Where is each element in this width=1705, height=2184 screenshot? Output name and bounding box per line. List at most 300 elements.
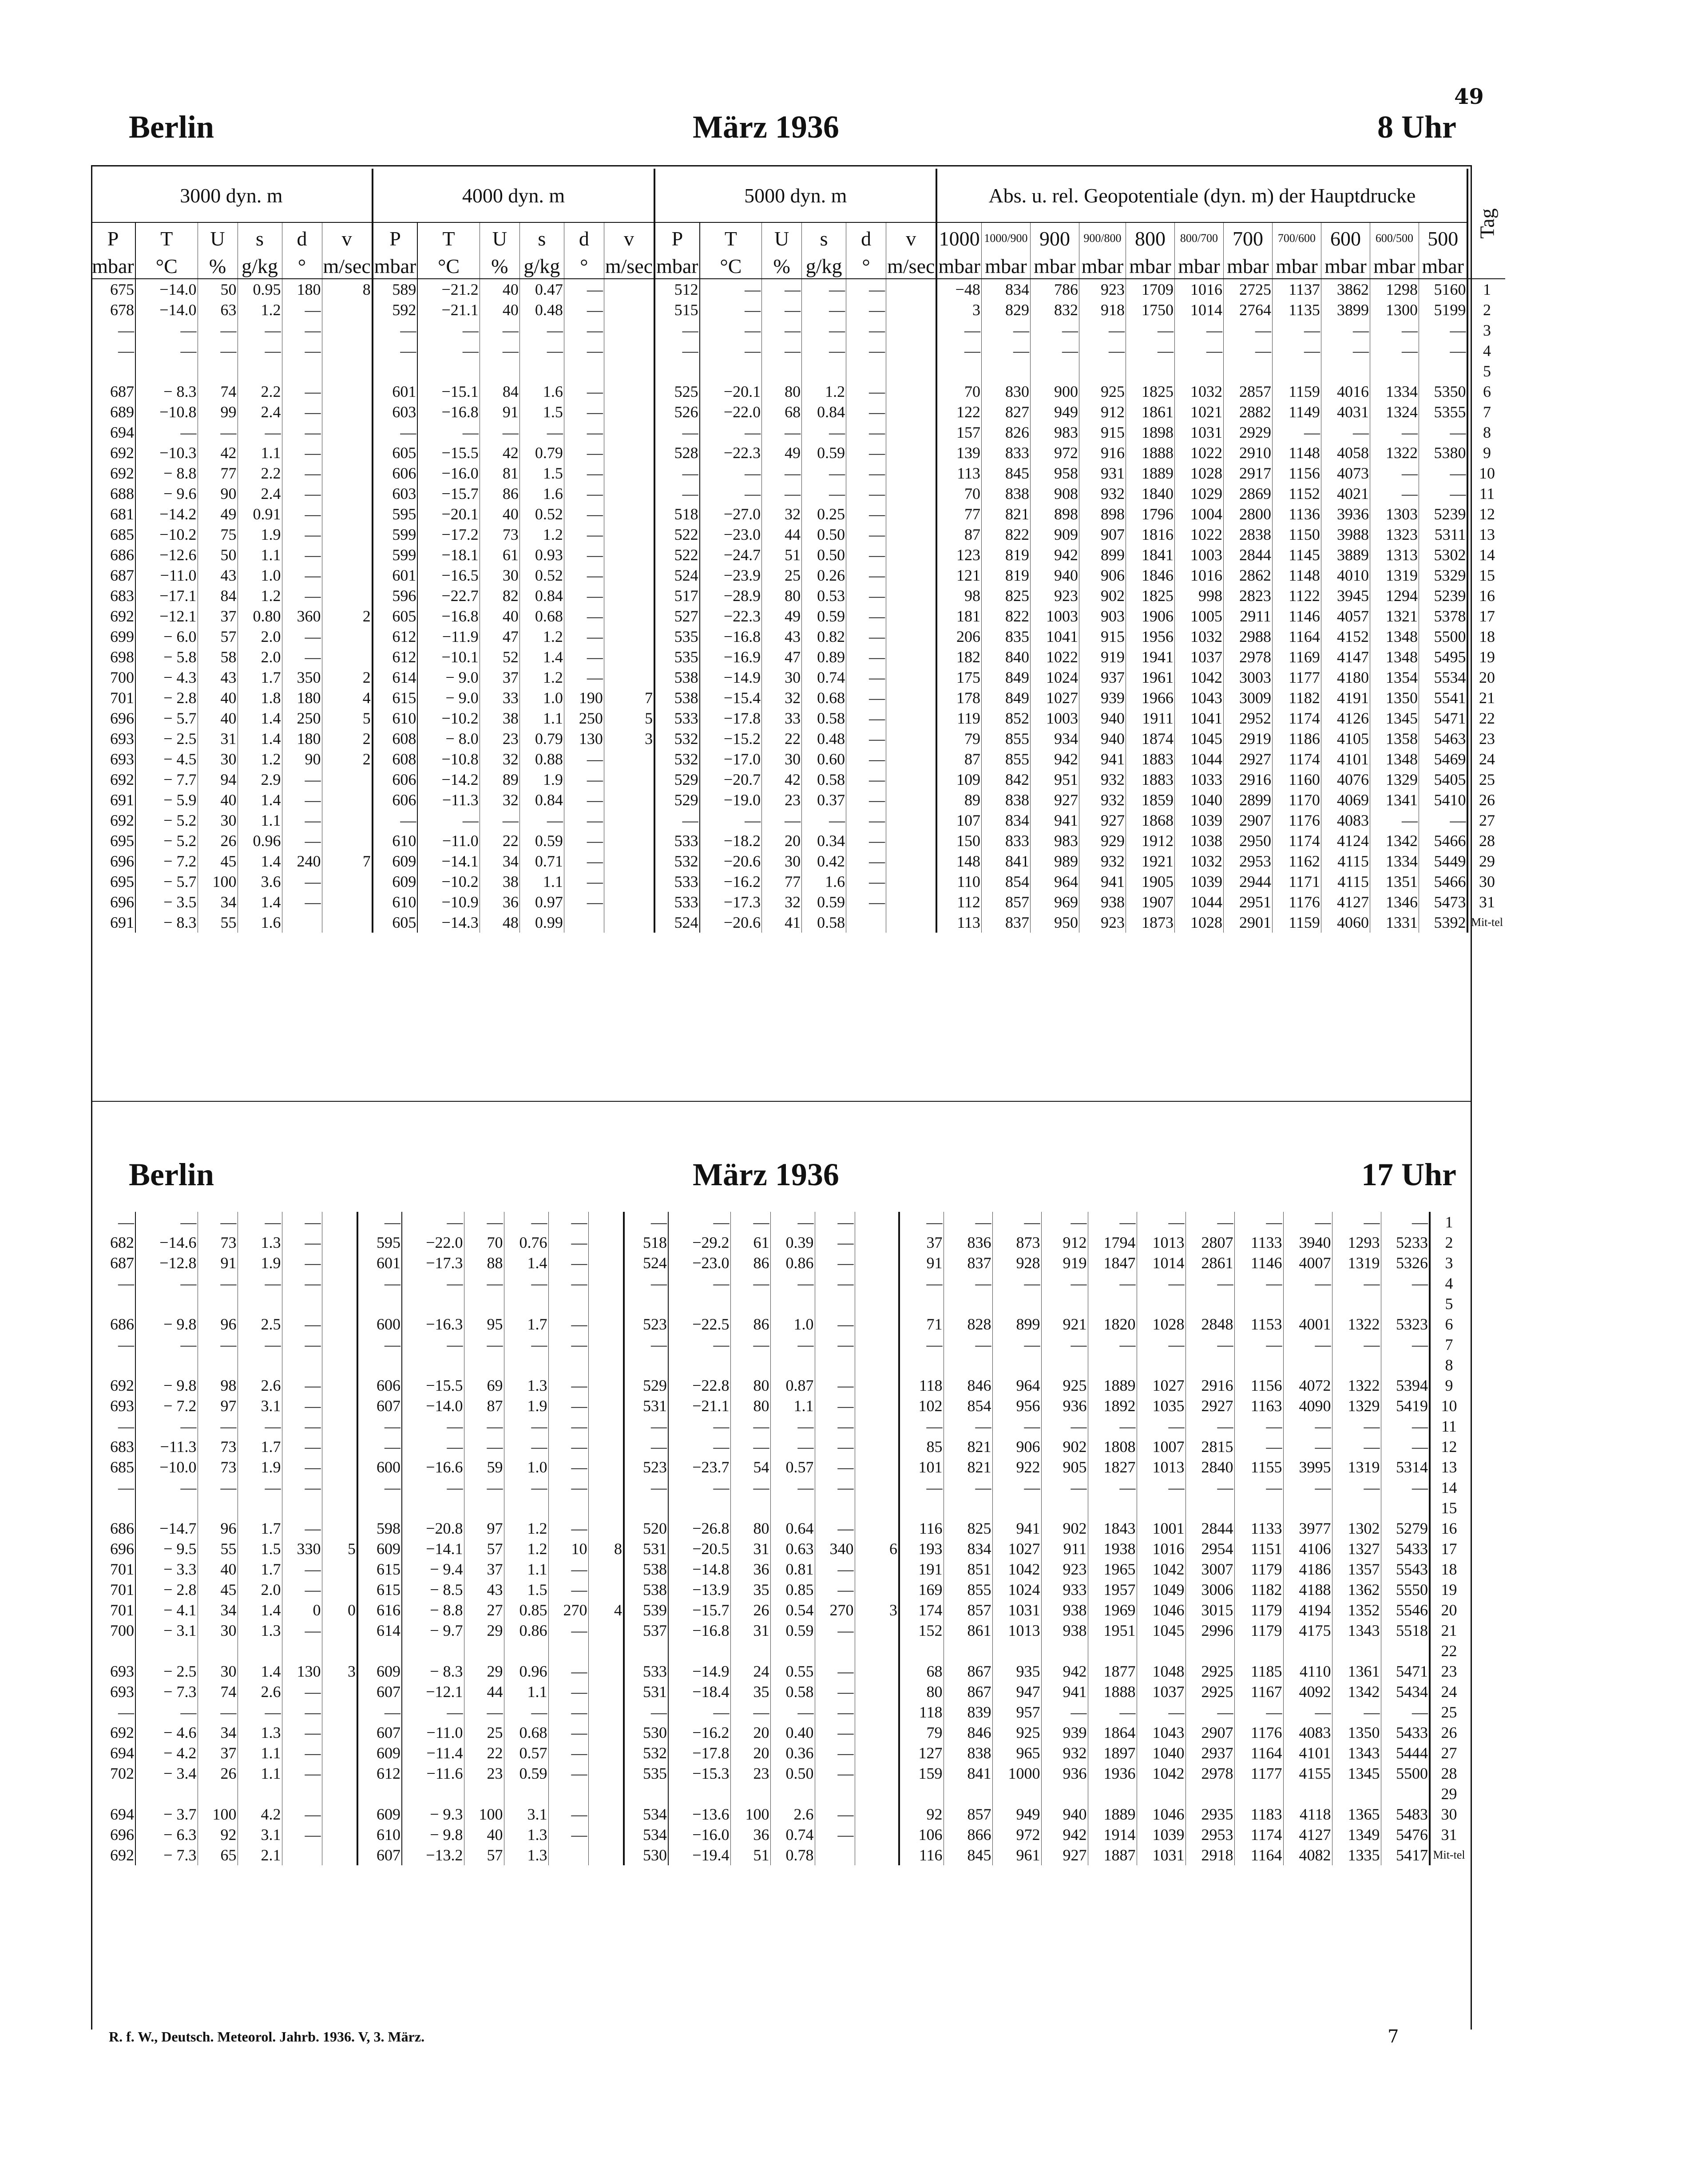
table-cell: − 7.3 xyxy=(135,1845,198,1865)
table-cell: 906 xyxy=(1079,565,1126,586)
table-cell: 1033 xyxy=(1174,769,1223,790)
table-cell xyxy=(1186,1641,1234,1661)
unit-header: ° xyxy=(846,254,886,279)
table-cell: 31 xyxy=(730,1539,770,1559)
table-cell: — xyxy=(1283,1273,1332,1294)
table-cell: — xyxy=(238,1212,282,1232)
table-cell: — xyxy=(282,1682,322,1702)
day-cell: 31 xyxy=(1441,1826,1457,1844)
table-cell: −10.1 xyxy=(417,647,480,667)
table-cell: — xyxy=(402,1702,464,1722)
table-cell xyxy=(564,912,604,933)
table-cell: 80 xyxy=(762,381,802,402)
table-cell xyxy=(322,790,373,810)
table-cell: 0.76 xyxy=(504,1232,548,1253)
table-cell: 0.54 xyxy=(770,1600,815,1620)
table-cell: — xyxy=(1234,1416,1283,1436)
table-cell: 1796 xyxy=(1126,504,1174,524)
table-cell: 1159 xyxy=(1272,912,1321,933)
table-cell xyxy=(855,1579,899,1600)
table-row xyxy=(91,1661,1467,1682)
table-cell: 2.6 xyxy=(238,1682,282,1702)
table-cell: 535 xyxy=(654,626,700,647)
table-cell: 35 xyxy=(730,1579,770,1600)
day-cell: 23 xyxy=(1441,1662,1457,1680)
column-header-row xyxy=(91,222,1505,254)
table-cell: 3.1 xyxy=(238,1824,282,1845)
table-cell: — xyxy=(402,1477,464,1498)
table-cell xyxy=(1186,1498,1234,1518)
table-cell xyxy=(992,1355,1041,1375)
table-cell: 530 xyxy=(624,1722,668,1743)
table-cell: — xyxy=(815,1518,855,1539)
table-cell: 939 xyxy=(1041,1722,1088,1743)
table-cell: 1032 xyxy=(1174,626,1223,647)
table-cell xyxy=(588,1641,624,1661)
table-cell: — xyxy=(373,320,418,340)
table-cell: − 3.3 xyxy=(135,1559,198,1579)
table-cell: 1186 xyxy=(1272,728,1321,749)
table-cell: 922 xyxy=(992,1457,1041,1477)
day-cell: 30 xyxy=(1441,1805,1457,1823)
table-cell: 524 xyxy=(654,912,700,933)
table-cell xyxy=(322,810,373,831)
table-cell xyxy=(322,320,373,340)
table-cell: — xyxy=(730,1273,770,1294)
column-header: s xyxy=(238,222,282,254)
table-cell: 855 xyxy=(981,728,1030,749)
table-cell xyxy=(855,1804,899,1824)
table-cell: — xyxy=(846,565,886,586)
table-cell: — xyxy=(668,1334,730,1355)
table-cell: 1889 xyxy=(1088,1375,1137,1396)
table-cell: 1820 xyxy=(1088,1314,1137,1334)
table-cell: — xyxy=(282,340,322,361)
table-cell: −22.3 xyxy=(700,606,762,626)
table-cell: — xyxy=(282,1702,322,1722)
table-cell: 538 xyxy=(654,667,700,688)
table-cell: 1.0 xyxy=(504,1457,548,1477)
table-cell: 951 xyxy=(1030,769,1079,790)
table-cell: 42 xyxy=(198,443,238,463)
table-cell: 4175 xyxy=(1283,1620,1332,1641)
table-cell: −16.8 xyxy=(668,1620,730,1641)
column-header: 900 xyxy=(1030,222,1079,254)
table-cell: 1146 xyxy=(1234,1253,1283,1273)
table-cell: 1182 xyxy=(1272,688,1321,708)
table-cell: 49 xyxy=(762,443,802,463)
table-cell: 73 xyxy=(198,1457,238,1477)
table-cell xyxy=(604,320,654,340)
table-cell: 1334 xyxy=(1370,381,1419,402)
table-cell: 4155 xyxy=(1283,1763,1332,1784)
table-cell: 2951 xyxy=(1223,892,1272,912)
table-cell: 941 xyxy=(1079,871,1126,892)
day-cell: 14 xyxy=(1441,1479,1457,1496)
table-cell: 1.2 xyxy=(802,381,846,402)
table-cell: 1.1 xyxy=(504,1682,548,1702)
table-row xyxy=(91,279,1505,300)
table-cell xyxy=(1321,361,1370,381)
table-cell: 1.2 xyxy=(504,1539,548,1559)
table-cell: — xyxy=(1079,320,1126,340)
table-cell: − 5.7 xyxy=(135,708,198,728)
table-cell: — xyxy=(548,1579,588,1600)
table-cell xyxy=(1234,1641,1283,1661)
table-cell: 606 xyxy=(373,790,418,810)
table-cell xyxy=(604,912,654,933)
table-cell: 2917 xyxy=(1223,463,1272,483)
table-cell: − 8.8 xyxy=(402,1600,464,1620)
table-cell: — xyxy=(730,1436,770,1457)
table-cell: 97 xyxy=(464,1518,504,1539)
table-cell: 5466 xyxy=(1419,871,1467,892)
table-cell: −10.3 xyxy=(135,443,198,463)
table-cell: 1.7 xyxy=(238,667,282,688)
table-cell: 152 xyxy=(899,1620,944,1641)
table-cell: — xyxy=(815,1722,855,1743)
table-cell: — xyxy=(1041,1702,1088,1722)
table-cell: 1341 xyxy=(1370,790,1419,810)
table-cell: — xyxy=(464,1273,504,1294)
table-cell: 92 xyxy=(198,1824,238,1845)
table-cell: — xyxy=(1137,1416,1186,1436)
table-cell: 0.58 xyxy=(802,912,846,933)
table-cell: 1.6 xyxy=(238,912,282,933)
table-cell: 1179 xyxy=(1234,1600,1283,1620)
table-cell: — xyxy=(815,1212,855,1232)
table-cell: − 8.5 xyxy=(402,1579,464,1600)
table-cell xyxy=(322,565,373,586)
table-cell: 1027 xyxy=(992,1539,1041,1559)
table-cell: 1.2 xyxy=(504,1518,548,1539)
table-cell xyxy=(604,667,654,688)
table-cell: — xyxy=(815,1375,855,1396)
table-cell: 683 xyxy=(91,1436,135,1457)
table-cell: 1.5 xyxy=(519,463,564,483)
table-cell: 49 xyxy=(762,606,802,626)
table-cell xyxy=(886,524,937,545)
table-cell: 512 xyxy=(654,279,700,300)
table-cell: 0.85 xyxy=(504,1600,548,1620)
table-cell xyxy=(464,1355,504,1375)
table-cell: 1293 xyxy=(1332,1232,1381,1253)
table-cell: 2.2 xyxy=(238,463,282,483)
table-cell: 522 xyxy=(654,545,700,565)
table-cell: — xyxy=(1041,1212,1088,1232)
day-cell: 1 xyxy=(1445,1213,1453,1231)
table-cell xyxy=(855,1355,899,1375)
group-geopotential: Abs. u. rel. Geopotentiale (dyn. m) der Hauptdrucke xyxy=(936,169,1467,222)
table-cell: −12.1 xyxy=(402,1682,464,1702)
table-cell: — xyxy=(1272,320,1321,340)
day-cell: 21 xyxy=(1441,1622,1457,1639)
table-cell: 130 xyxy=(564,728,604,749)
table-cell: — xyxy=(91,320,135,340)
table-cell: 686 xyxy=(91,1314,135,1334)
table-cell: 0.86 xyxy=(770,1253,815,1273)
table-row xyxy=(91,443,1505,463)
table-cell: 612 xyxy=(357,1763,402,1784)
table-cell xyxy=(322,1232,357,1253)
table-cell: 518 xyxy=(624,1232,668,1253)
table-cell: 130 xyxy=(282,1661,322,1682)
table-cell xyxy=(770,1784,815,1804)
table-cell: 1.3 xyxy=(238,1722,282,1743)
table-cell: 30 xyxy=(198,1661,238,1682)
table-cell: −20.8 xyxy=(402,1518,464,1539)
table-cell: 88 xyxy=(464,1253,504,1273)
table-cell: — xyxy=(402,1436,464,1457)
table-cell: — xyxy=(238,1334,282,1355)
table-cell: 3977 xyxy=(1283,1518,1332,1539)
table-cell: — xyxy=(770,1436,815,1457)
table-cell: 4031 xyxy=(1321,402,1370,422)
table-cell: 51 xyxy=(730,1845,770,1865)
table-cell: — xyxy=(846,586,886,606)
table-cell: 1176 xyxy=(1272,892,1321,912)
table-cell: — xyxy=(238,320,282,340)
table-cell: 5405 xyxy=(1419,769,1467,790)
table-cell: — xyxy=(282,1396,322,1416)
table-cell: 5380 xyxy=(1419,443,1467,463)
table-cell: 0.91 xyxy=(238,504,282,524)
table-cell xyxy=(322,769,373,790)
table-cell: 0.58 xyxy=(802,769,846,790)
table-cell: 4021 xyxy=(1321,483,1370,504)
table-cell: 835 xyxy=(981,626,1030,647)
table-cell xyxy=(322,892,373,912)
table-cell: 1.1 xyxy=(519,708,564,728)
table-cell: 942 xyxy=(1030,545,1079,565)
table-cell: 3862 xyxy=(1321,279,1370,300)
table-cell: 607 xyxy=(357,1845,402,1865)
unit-header: g/kg xyxy=(238,254,282,279)
table-cell: 529 xyxy=(654,769,700,790)
table-cell: 923 xyxy=(1079,279,1126,300)
unit-header: g/kg xyxy=(802,254,846,279)
table-row xyxy=(91,463,1505,483)
table-cell xyxy=(91,1641,135,1661)
table-cell: 2869 xyxy=(1223,483,1272,504)
table-cell: 932 xyxy=(1079,851,1126,871)
table-cell: 1324 xyxy=(1370,402,1419,422)
table-cell: 95 xyxy=(464,1314,504,1334)
table-cell: — xyxy=(564,790,604,810)
table-cell: 702 xyxy=(91,1763,135,1784)
table-cell: — xyxy=(815,1436,855,1457)
table-cell xyxy=(135,1498,198,1518)
table-cell xyxy=(548,1641,588,1661)
table-cell: — xyxy=(548,1273,588,1294)
table-cell xyxy=(604,769,654,790)
table-cell: — xyxy=(1370,810,1419,831)
table-row xyxy=(91,1314,1467,1334)
table-cell: 40 xyxy=(198,708,238,728)
table-row xyxy=(91,912,1505,933)
table-cell: — xyxy=(357,1273,402,1294)
table-cell: 5160 xyxy=(1419,279,1467,300)
table-cell: 615 xyxy=(357,1579,402,1600)
table-cell: 1349 xyxy=(1332,1824,1381,1845)
column-header: 800/700 xyxy=(1174,222,1223,254)
table-cell xyxy=(604,381,654,402)
table-cell: 529 xyxy=(654,790,700,810)
table-cell: 4058 xyxy=(1321,443,1370,463)
table-cell xyxy=(668,1784,730,1804)
table-cell: — xyxy=(936,320,981,340)
table-cell: — xyxy=(480,810,519,831)
table-row xyxy=(91,688,1505,708)
table-cell: 932 xyxy=(1079,769,1126,790)
table-cell: 700 xyxy=(91,1620,135,1641)
table-cell xyxy=(886,361,937,381)
table-cell: — xyxy=(504,1212,548,1232)
table-cell xyxy=(588,1232,624,1253)
table-cell: 819 xyxy=(981,545,1030,565)
table-cell: 1043 xyxy=(1137,1722,1186,1743)
table-cell: −11.6 xyxy=(402,1763,464,1784)
day-cell: 25 xyxy=(1479,771,1495,788)
table-cell: 70 xyxy=(936,381,981,402)
table-cell: 0.68 xyxy=(519,606,564,626)
table-cell: — xyxy=(944,1334,992,1355)
table-cell xyxy=(855,1232,899,1253)
table-cell xyxy=(1079,361,1126,381)
table-cell: 1027 xyxy=(1030,688,1079,708)
day-cell: 20 xyxy=(1441,1601,1457,1619)
table-cell: — xyxy=(282,1314,322,1334)
table-cell: 20 xyxy=(730,1743,770,1763)
table-cell xyxy=(322,504,373,524)
table-cell: 2910 xyxy=(1223,443,1272,463)
table-cell: −11.0 xyxy=(135,565,198,586)
table-cell xyxy=(855,1498,899,1518)
table-cell: 1889 xyxy=(1088,1804,1137,1824)
station-name: Berlin xyxy=(129,1157,214,1192)
table-cell xyxy=(1381,1784,1430,1804)
table-cell: 42 xyxy=(480,443,519,463)
table-cell: 3945 xyxy=(1321,586,1370,606)
table-cell: 4106 xyxy=(1283,1539,1332,1559)
table-row xyxy=(91,1600,1467,1620)
table-cell: — xyxy=(815,1743,855,1763)
table-cell: — xyxy=(282,1743,322,1763)
table-cell: — xyxy=(1332,1702,1381,1722)
table-cell: 150 xyxy=(936,831,981,851)
table-cell: 2937 xyxy=(1186,1743,1234,1763)
table-cell: 1048 xyxy=(1137,1661,1186,1682)
table-cell: — xyxy=(668,1477,730,1498)
table-cell: 1.1 xyxy=(238,1763,282,1784)
table-cell: — xyxy=(1419,340,1467,361)
table-cell: 1907 xyxy=(1126,892,1174,912)
table-cell xyxy=(135,1641,198,1661)
table-cell: — xyxy=(1088,1416,1137,1436)
table-cell: 1149 xyxy=(1272,402,1321,422)
page-number: 49 xyxy=(1454,84,1484,109)
table-cell: 1049 xyxy=(1137,1579,1186,1600)
table-row xyxy=(91,851,1505,871)
table-cell xyxy=(846,912,886,933)
table-row xyxy=(91,1743,1467,1763)
table-cell: — xyxy=(624,1273,668,1294)
table-cell: 940 xyxy=(1079,708,1126,728)
table-cell: — xyxy=(668,1212,730,1232)
table-cell: −17.8 xyxy=(700,708,762,728)
table-cell: 0.64 xyxy=(770,1518,815,1539)
table-cell: 927 xyxy=(1041,1845,1088,1865)
table-cell: − 5.2 xyxy=(135,810,198,831)
table-cell xyxy=(855,1620,899,1641)
day-cell: 24 xyxy=(1479,750,1495,768)
table-cell: 40 xyxy=(480,279,519,300)
table-cell: 695 xyxy=(91,871,135,892)
table-row xyxy=(91,1273,1467,1294)
table-cell xyxy=(1332,1498,1381,1518)
table-cell: 2953 xyxy=(1223,851,1272,871)
table-cell: 683 xyxy=(91,586,135,606)
table-row xyxy=(91,422,1505,443)
table-cell xyxy=(322,1253,357,1273)
table-row xyxy=(91,565,1505,586)
table-cell: — xyxy=(548,1559,588,1579)
table-cell: 606 xyxy=(373,463,418,483)
table-cell: — xyxy=(1137,1334,1186,1355)
table-cell xyxy=(886,728,937,749)
table-cell: 1160 xyxy=(1272,769,1321,790)
table-cell xyxy=(899,1355,944,1375)
table-cell: 112 xyxy=(936,892,981,912)
table-cell: 1022 xyxy=(1030,647,1079,667)
table-cell: 533 xyxy=(654,871,700,892)
table-cell: — xyxy=(654,422,700,443)
group-3000: 3000 dyn. m xyxy=(91,169,373,222)
table-cell: 1169 xyxy=(1272,647,1321,667)
table-cell xyxy=(604,871,654,892)
table-cell: 1153 xyxy=(1234,1314,1283,1334)
table-cell xyxy=(668,1498,730,1518)
table-cell: — xyxy=(1041,1334,1088,1355)
table-cell xyxy=(1283,1784,1332,1804)
table-cell: 1941 xyxy=(1126,647,1174,667)
table-cell: 73 xyxy=(198,1232,238,1253)
day-cell: 4 xyxy=(1483,342,1491,360)
table-cell: − 5.7 xyxy=(135,871,198,892)
table-cell: −12.8 xyxy=(135,1253,198,1273)
table-cell: 615 xyxy=(373,688,418,708)
table-cell: 4115 xyxy=(1321,851,1370,871)
column-header: 1000/900 xyxy=(981,222,1030,254)
column-header: 600/500 xyxy=(1370,222,1419,254)
table-cell: 518 xyxy=(654,504,700,524)
table-cell: 1137 xyxy=(1272,279,1321,300)
table-cell: 685 xyxy=(91,524,135,545)
table-cell: 1164 xyxy=(1234,1743,1283,1763)
table-cell xyxy=(588,1784,624,1804)
table-row xyxy=(91,871,1505,892)
table-cell: −21.1 xyxy=(668,1396,730,1416)
unit-header: mbar xyxy=(91,254,135,279)
table-row xyxy=(91,1396,1467,1416)
table-cell: 4010 xyxy=(1321,565,1370,586)
table-cell: 603 xyxy=(373,483,418,504)
table-cell: 615 xyxy=(357,1559,402,1579)
day-cell: 15 xyxy=(1441,1499,1457,1517)
table-cell: — xyxy=(548,1334,588,1355)
table-cell: — xyxy=(899,1416,944,1436)
table-cell: 74 xyxy=(198,381,238,402)
